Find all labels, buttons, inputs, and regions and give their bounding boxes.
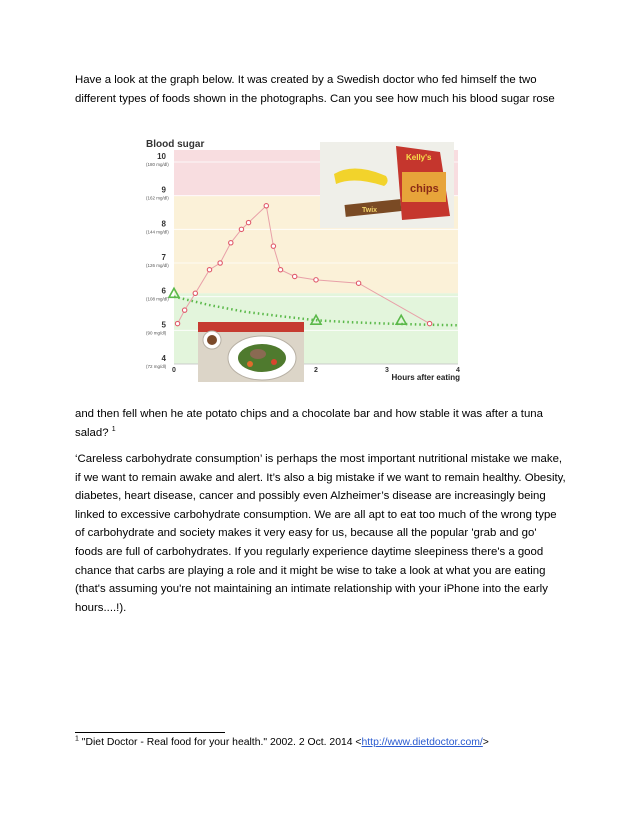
y-tick-sub-7: (126 mg/dl)	[146, 263, 169, 268]
chart-title: Blood sugar	[146, 139, 205, 150]
y-tick-label-7: 7	[161, 253, 166, 262]
footnote-link[interactable]: http://www.dietdoctor.com/	[361, 737, 483, 748]
y-tick-sub-6: (108 mg/dl)	[146, 296, 169, 302]
chips-point-10	[278, 268, 282, 272]
chips-point-9	[271, 244, 275, 248]
candy-bar-brand: Twix	[362, 207, 378, 214]
y-tick-label-8: 8	[161, 219, 166, 229]
chips-point-3	[207, 268, 211, 272]
chips-brand-text: Kelly's	[406, 153, 432, 162]
footnote-reference: 1	[111, 425, 116, 433]
footnote-text: "Diet Doctor - Real food for your health." 2002. 2 Oct. 2014 <	[81, 737, 362, 748]
y-tick-sub-10: (180 mg/dl)	[146, 162, 169, 167]
x-tick-label-0: 0	[172, 367, 176, 374]
footnote-divider	[75, 732, 225, 733]
chips-point-0	[175, 321, 179, 325]
footnote	[75, 736, 489, 750]
chips-point-6	[239, 227, 243, 231]
chips-point-13	[356, 281, 360, 285]
x-axis-label: Hours after eating	[391, 373, 460, 382]
salad-photo	[198, 322, 304, 382]
question-paragraph	[75, 405, 567, 442]
x-tick-label-4: 4	[456, 367, 460, 374]
y-tick-label-9: 9	[161, 185, 166, 195]
y-tick-label-10: 10	[157, 152, 166, 161]
intro-paragraph: Have a look at the graph below. It was created by a Swedish doctor who fed himself the two different types of foods shown in the photographs. Can you see how much his blood sugar rose	[75, 74, 555, 105]
chips-point-7	[246, 220, 250, 224]
chips-word-text: chips	[410, 183, 439, 195]
chips-point-5	[229, 241, 233, 245]
snack-photo	[320, 142, 454, 228]
y-tick-label-6: 6	[161, 286, 166, 296]
question-text: and then fell when he ate potato chips and a chocolate bar and how stable it was after a tuna salad?	[75, 408, 543, 439]
chips-point-11	[293, 274, 297, 278]
x-tick-label-3: 3	[385, 367, 389, 374]
y-tick-label-5: 5	[161, 320, 166, 330]
carbohydrate-paragraph: ‘Careless carbohydrate consumption’ is perhaps the most important nutritional mistake we make, if we want to remain awake and alert. It’s also a big mistake if we want to remain healthy. Obesity, diabetes, heart disease, cancer and possibly even Alzheimer’s disease are increasingly being linked to excessive carbohydrate consumption. We are all apt to eat too much of the wrong type of carbohydrate and society makes it very easy for us, because all the popular 'grab and go' foods are full of carbohydrates. If you regularly experience daytime sleepiness there's a good chance that carbs are playing a role and it might be wise to take a look at what you are eating (that's assuming you're not maintaining an intimate relationship with your iPhone into the early hours....!).	[75, 453, 566, 614]
chips-point-1	[182, 308, 186, 312]
y-tick-sub-5: (90 mg/dl)	[146, 330, 167, 336]
y-tick-sub-9: (162 mg/dl)	[146, 195, 169, 201]
chips-point-4	[218, 261, 222, 265]
chips-point-8	[264, 204, 268, 208]
y-tick-sub-8: (144 mg/dl)	[146, 229, 169, 235]
y-tick-sub-4: (72 mg/dl)	[146, 364, 167, 369]
x-tick-label-2: 2	[314, 367, 318, 374]
y-tick-label-4: 4	[161, 354, 166, 363]
chips-point-2	[193, 291, 197, 295]
footnote-number: 1	[75, 735, 79, 743]
chips-point-14	[427, 321, 431, 325]
blood-sugar-figure	[140, 132, 466, 384]
footnote-close: >	[482, 737, 489, 748]
chips-point-12	[314, 278, 318, 282]
